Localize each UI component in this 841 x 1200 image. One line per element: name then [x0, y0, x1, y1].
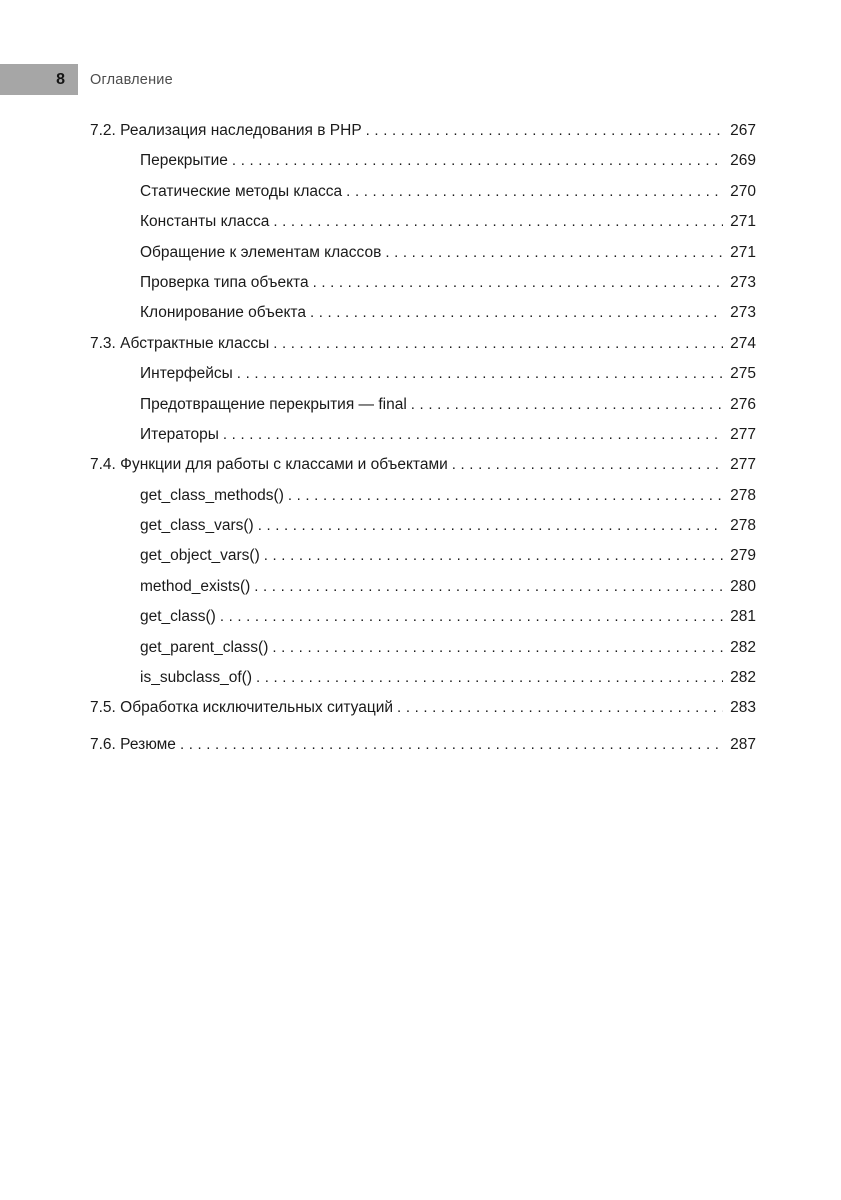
toc-entry-title: get_class() [140, 608, 216, 626]
toc-entry [90, 426, 756, 444]
toc-entry-page: 287 [730, 736, 756, 754]
toc-entry-title: Перекрытие [140, 152, 228, 170]
toc-dot-leader [232, 152, 723, 170]
toc-entry-title: get_object_vars() [140, 547, 260, 565]
page-number-strip [0, 64, 78, 95]
page-number: 8 [56, 70, 65, 88]
toc-entry [90, 365, 756, 383]
toc-entry-title: Проверка типа объекта [140, 273, 309, 291]
toc-entry-page: 282 [730, 638, 756, 656]
toc-entry-page: 277 [730, 456, 756, 474]
toc-entry-title: Клонирование объекта [140, 304, 306, 322]
toc-entry [90, 335, 756, 353]
toc-entry-page: 270 [730, 182, 756, 200]
toc-dot-leader [273, 213, 723, 231]
toc-entry-page: 282 [730, 669, 756, 687]
toc-entry [90, 456, 756, 474]
toc-entry [90, 122, 756, 140]
toc-dot-leader [254, 578, 723, 596]
toc-entry-page: 274 [730, 334, 756, 352]
toc-entry-title: method_exists() [140, 577, 251, 595]
toc-entry-page: 283 [730, 699, 756, 717]
toc-entry [90, 547, 756, 565]
toc-entry-title: get_parent_class() [140, 638, 269, 656]
toc-dot-leader [256, 669, 723, 687]
toc-entry [90, 396, 756, 414]
toc-entry-title: Константы класса [140, 213, 270, 231]
toc-entry-page: 273 [730, 273, 756, 291]
toc-entry-page: 267 [730, 122, 756, 139]
toc-dot-leader [258, 517, 723, 535]
toc-dot-leader [366, 122, 723, 140]
toc-entry [90, 244, 756, 262]
toc-entry [90, 213, 756, 231]
toc-entry [90, 304, 756, 322]
toc-entry-title: Обращение к элементам классов [140, 243, 382, 261]
toc-entry-title: Интерфейсы [140, 365, 233, 383]
toc-dot-leader [346, 183, 723, 201]
toc-entry-title: 7.3. Абстрактные классы [90, 334, 270, 352]
toc-entry-page: 275 [730, 365, 756, 383]
toc-dot-leader [220, 608, 723, 626]
toc-dot-leader [310, 304, 723, 322]
toc-entry-page: 279 [730, 547, 756, 565]
toc-entry [90, 517, 756, 535]
toc-entry [90, 487, 756, 505]
toc-dot-leader [180, 736, 723, 754]
toc-entry-page: 281 [730, 608, 756, 626]
toc-entry [90, 152, 756, 170]
toc-dot-leader [288, 487, 723, 505]
toc-dot-leader [385, 244, 723, 262]
toc-entry-page: 278 [730, 486, 756, 504]
toc-entry [90, 699, 756, 717]
toc-entry-page: 271 [730, 243, 756, 261]
toc-dot-leader [264, 547, 723, 565]
toc-entry [90, 608, 756, 626]
toc-entry [90, 274, 756, 292]
toc-entry-title: is_subclass_of() [140, 669, 252, 687]
toc-dot-leader [273, 335, 723, 353]
toc-entry [90, 669, 756, 687]
toc-dot-leader [452, 456, 723, 474]
toc-dot-leader [397, 699, 723, 717]
header-title: Оглавление [90, 71, 173, 88]
toc-dot-leader [237, 365, 723, 383]
toc-dot-leader [272, 639, 723, 657]
toc-entry [90, 639, 756, 657]
toc-entry-title: Предотвращение перекрытия — final [140, 395, 407, 413]
toc-entry-title: 7.2. Реализация наследования в PHP [90, 122, 362, 139]
toc-entry-title: Статические методы класса [140, 182, 343, 200]
toc-entry-page: 280 [730, 577, 756, 595]
toc-entry-page: 277 [730, 425, 756, 443]
toc-dot-leader [223, 426, 723, 444]
table-of-contents [90, 122, 756, 767]
toc-entry-title: get_class_vars() [140, 517, 254, 535]
toc-entry-title: Итераторы [140, 425, 219, 443]
toc-entry-title: 7.6. Резюме [90, 736, 176, 754]
toc-entry-page: 271 [730, 213, 756, 231]
toc-entry [90, 736, 756, 754]
toc-entry-title: get_class_methods() [140, 486, 284, 504]
toc-entry [90, 578, 756, 596]
toc-dot-leader [411, 396, 723, 414]
toc-entry-page: 273 [730, 304, 756, 322]
toc-entry-page: 276 [730, 395, 756, 413]
toc-entry-title: 7.4. Функции для работы с классами и объектами [90, 456, 448, 474]
toc-entry-page: 269 [730, 152, 756, 170]
toc-entry-title: 7.5. Обработка исключительных ситуаций [90, 699, 394, 717]
toc-entry [90, 183, 756, 201]
page-header [0, 64, 841, 95]
toc-dot-leader [313, 274, 723, 292]
toc-entry-page: 278 [730, 517, 756, 535]
